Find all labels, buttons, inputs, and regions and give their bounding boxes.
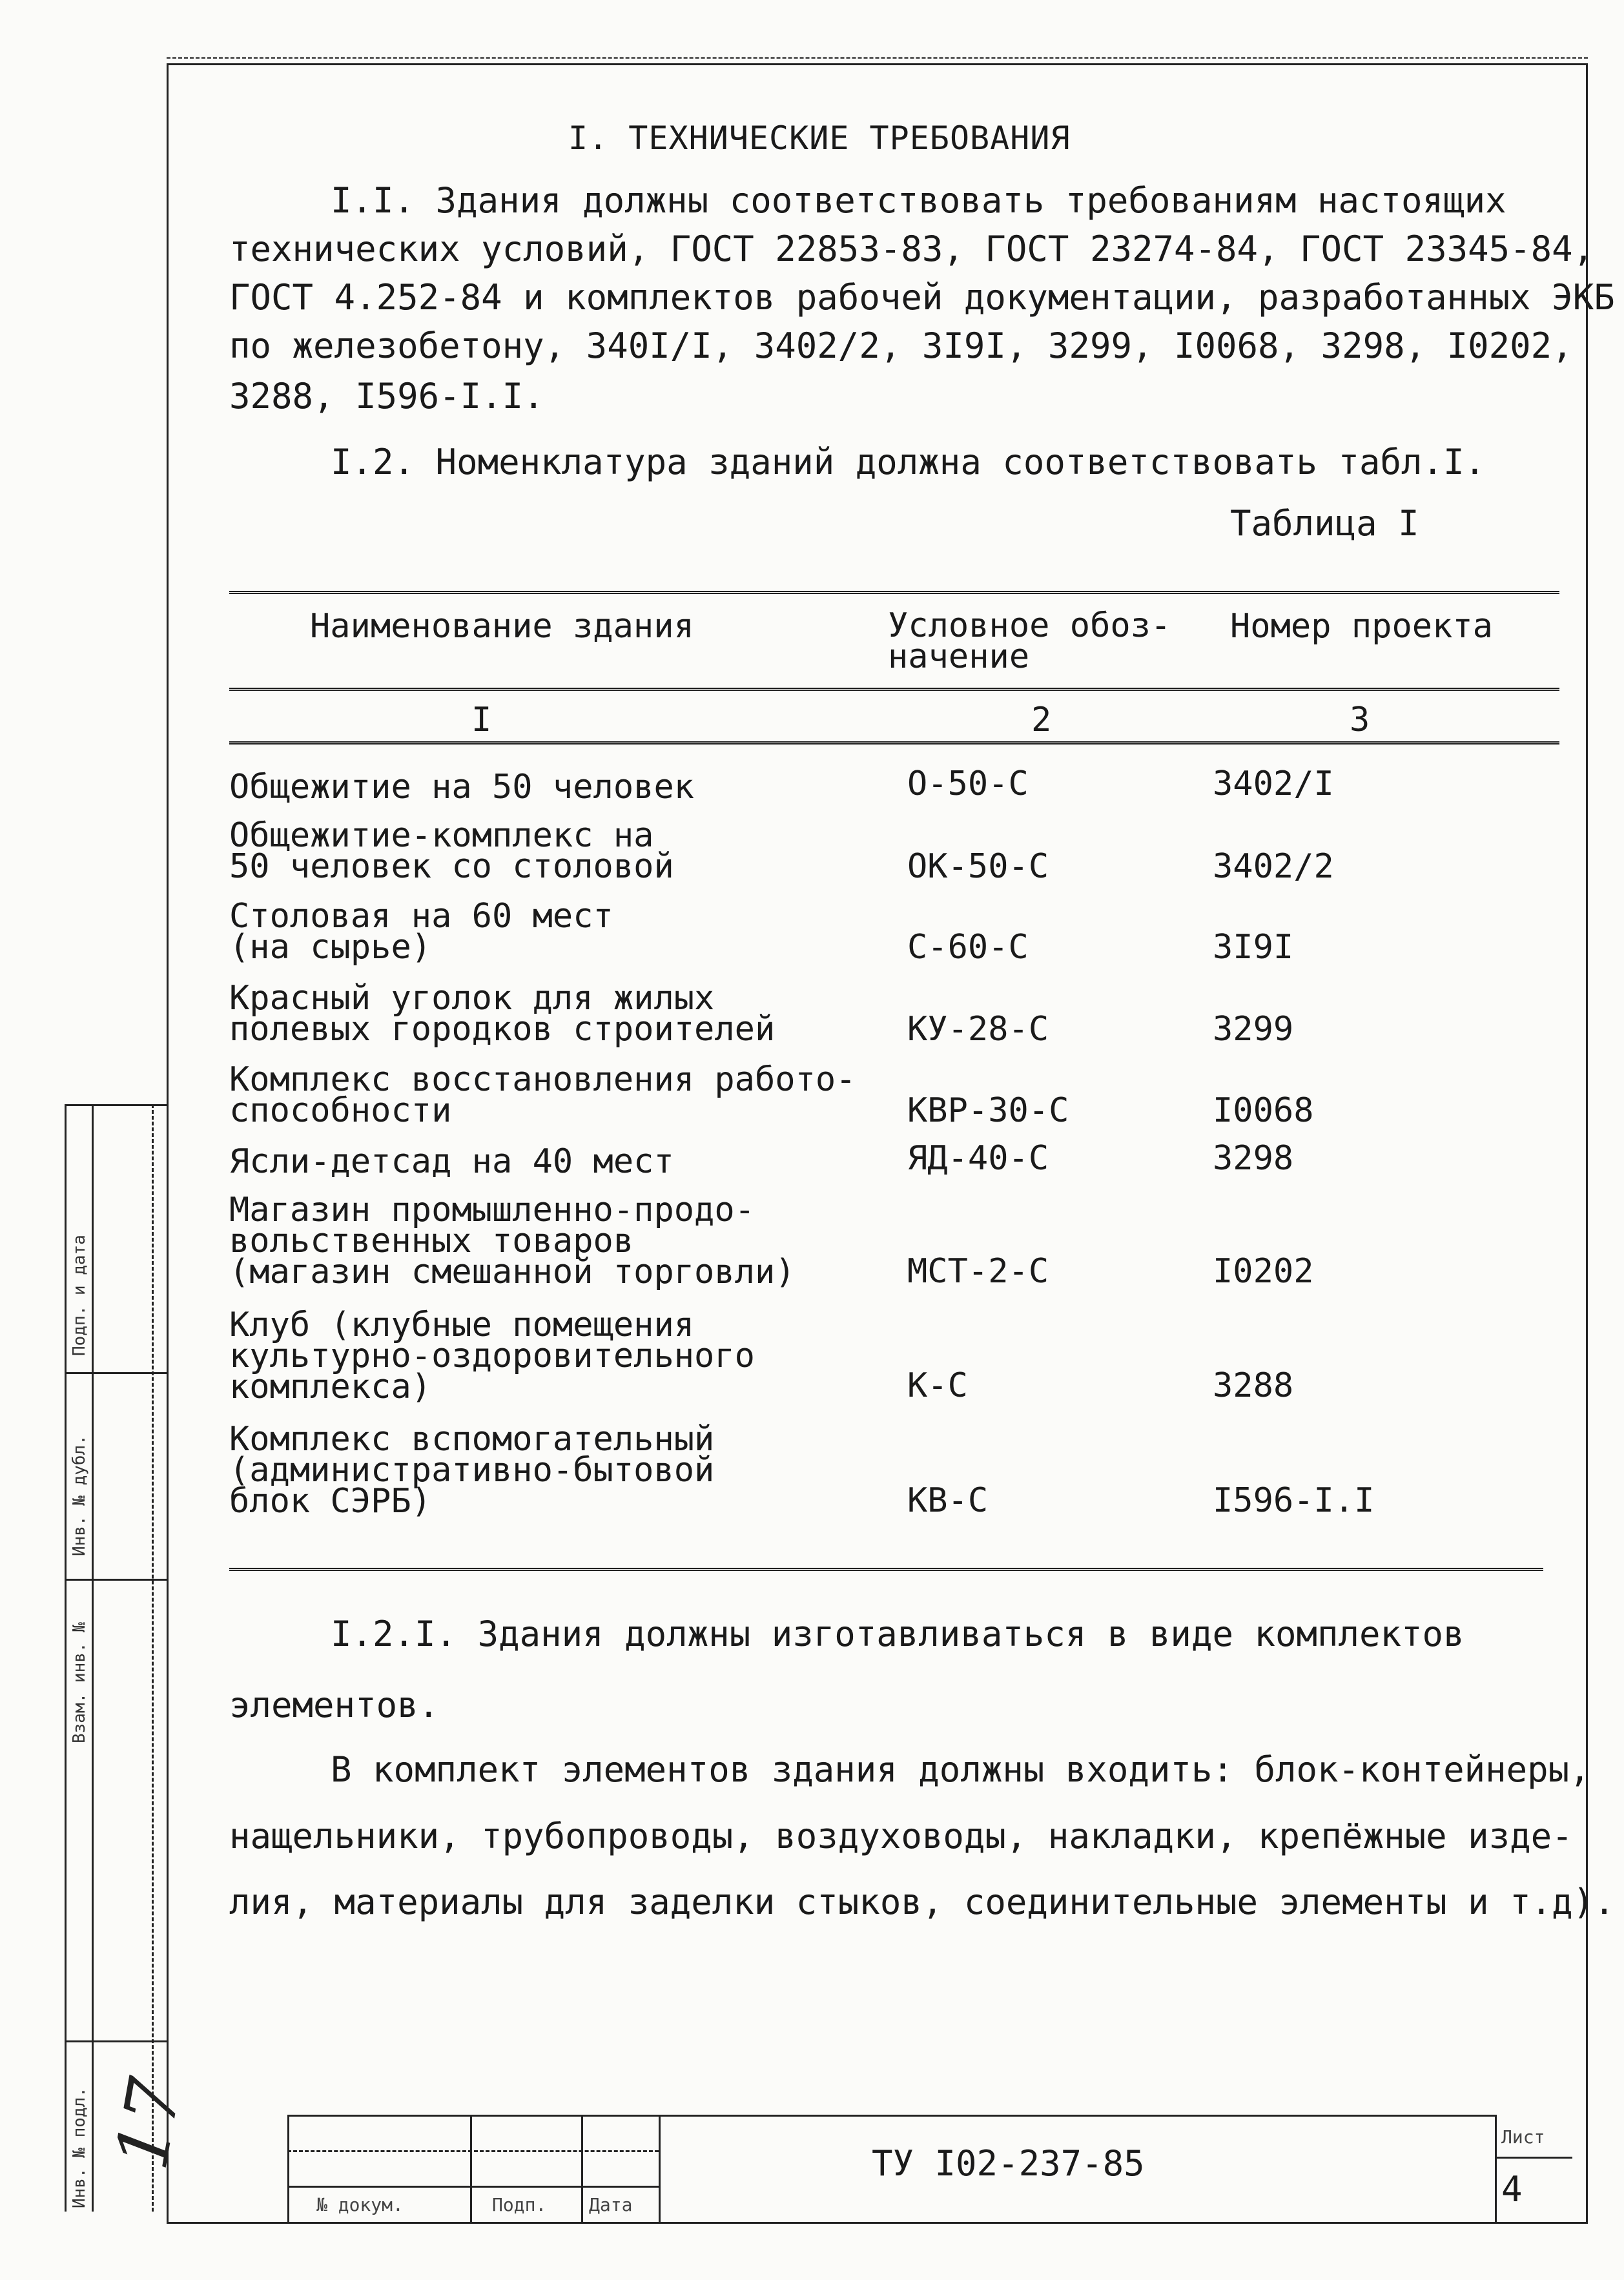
stamp-top-line bbox=[287, 2115, 1495, 2117]
table-row-1-name: Общежитие на 50 человек bbox=[229, 768, 695, 806]
table-row-7-project: I0202 bbox=[1213, 1252, 1314, 1291]
top-dashed-border bbox=[167, 57, 1588, 59]
p1-line-5: 3288, I596-I.I. bbox=[229, 376, 544, 416]
table-caption: Таблица I bbox=[1230, 503, 1419, 544]
stamp-sheet-divider bbox=[1495, 2157, 1572, 2159]
side-strip-divider-2 bbox=[65, 1372, 167, 1374]
header-project: Номер проекта bbox=[1230, 607, 1493, 646]
stamp-vline-1 bbox=[287, 2115, 289, 2223]
stamp-col-date: Дата bbox=[589, 2194, 633, 2215]
p2: I.2. Номенклатура зданий должна соответствовать табл.I. bbox=[331, 442, 1486, 482]
table-row-8-project: 3288 bbox=[1213, 1366, 1294, 1405]
table-row-4-project: 3299 bbox=[1213, 1010, 1294, 1049]
col-number-3: 3 bbox=[1350, 701, 1370, 739]
side-strip-divider-4 bbox=[65, 2040, 167, 2042]
table-row-3-name: Столовая на 60 мест (на сырье) bbox=[229, 897, 613, 967]
table-row-8-code: К-С bbox=[907, 1366, 968, 1405]
side-strip-divider-3 bbox=[65, 1579, 167, 1581]
section-title: I. ТЕХНИЧЕСКИЕ ТРЕБОВАНИЯ bbox=[568, 119, 1071, 157]
stamp-vline-2 bbox=[470, 2115, 472, 2223]
stamp-col-sign: Подп. bbox=[492, 2194, 547, 2215]
p4-line-2: нащельники, трубопроводы, воздуховоды, накладки, крепёжные изде- bbox=[229, 1816, 1573, 1856]
table-row-2-name: Общежитие-комплекс на 50 человек со столовой bbox=[229, 816, 674, 886]
table-row-3-code: С-60-С bbox=[907, 928, 1029, 967]
table-row-7-code: МСТ-2-С bbox=[907, 1252, 1049, 1291]
header-rule bbox=[229, 688, 1559, 691]
col-number-rule bbox=[229, 741, 1559, 745]
side-strip-divider-1 bbox=[65, 1104, 167, 1106]
side-strip-line-1 bbox=[65, 1104, 67, 2212]
stamp-vline-4 bbox=[659, 2115, 661, 2223]
side-label-vzam: Взам. инв. № bbox=[70, 1622, 89, 1743]
side-label-inv-orig: Инв. № подл. bbox=[70, 2087, 89, 2208]
table-row-1-project: 3402/I bbox=[1213, 765, 1334, 803]
table-row-6-code: ЯД-40-С bbox=[907, 1139, 1049, 1178]
table-row-9-project: I596-I.I bbox=[1213, 1481, 1375, 1520]
handwritten-mark: 17 bbox=[99, 2071, 198, 2176]
table-row-2-project: 3402/2 bbox=[1213, 847, 1334, 886]
stamp-col-doc: № докум. bbox=[316, 2194, 404, 2215]
stamp-doc-code: ТУ I02-237-85 bbox=[872, 2143, 1145, 2184]
stamp-row-line-1 bbox=[287, 2150, 659, 2152]
p3-line-2: элементов. bbox=[229, 1685, 440, 1725]
p4-line-1: В комплект элементов здания должны входить: блок-контейнеры, bbox=[331, 1749, 1590, 1790]
table-row-3-project: 3I9I bbox=[1213, 928, 1294, 967]
table-row-6-project: 3298 bbox=[1213, 1139, 1294, 1178]
side-label-sign-date: Подп. и дата bbox=[70, 1235, 89, 1356]
p1-line-1: I.I. Здания должны соответствовать требованиям настоящих bbox=[331, 180, 1506, 221]
table-row-2-code: ОК-50-С bbox=[907, 847, 1049, 886]
stamp-sheet-number: 4 bbox=[1501, 2169, 1523, 2210]
stamp-sheet-label: Лист bbox=[1501, 2126, 1545, 2148]
side-strip-line-3 bbox=[152, 1104, 154, 2212]
p1-line-3: ГОСТ 4.252-84 и комплектов рабочей документации, разработанных ЭКБ bbox=[229, 277, 1615, 318]
table-row-9-name: Комплекс вспомогательный (административно-бытовой блок СЭРБ) bbox=[229, 1420, 715, 1521]
table-top-rule bbox=[229, 591, 1559, 594]
stamp-vline-5 bbox=[1495, 2115, 1497, 2223]
table-row-5-code: КВР-30-С bbox=[907, 1091, 1069, 1130]
table-row-5-project: I0068 bbox=[1213, 1091, 1314, 1130]
table-row-8-name: Клуб (клубные помещения культурно-оздоровительного комплекса) bbox=[229, 1306, 755, 1406]
stamp-vline-3 bbox=[581, 2115, 583, 2223]
p4-line-3: лия, материалы для заделки стыков, соединительные элементы и т.д). bbox=[229, 1882, 1615, 1922]
table-bottom-rule bbox=[229, 1568, 1543, 1571]
stamp-row-line-2 bbox=[287, 2186, 659, 2188]
header-name: Наименование здания bbox=[310, 607, 694, 646]
p3-line-1: I.2.I. Здания должны изготавливаться в виде комплектов bbox=[331, 1614, 1465, 1654]
table-row-1-code: О-50-С bbox=[907, 765, 1029, 803]
col-number-2: 2 bbox=[1031, 701, 1052, 739]
table-row-4-code: КУ-28-С bbox=[907, 1010, 1049, 1049]
header-code: Условное обоз- начение bbox=[888, 606, 1171, 676]
p1-line-4: по железобетону, 340I/I, 3402/2, 3I9I, 3299, I0068, 3298, I0202, bbox=[229, 325, 1573, 366]
p1-line-2: технических условий, ГОСТ 22853-83, ГОСТ 23274-84, ГОСТ 23345-84, bbox=[229, 229, 1594, 269]
table-row-9-code: КВ-С bbox=[907, 1481, 989, 1520]
col-number-1: I bbox=[471, 701, 492, 739]
table-row-6-name: Ясли-детсад на 40 мест bbox=[229, 1142, 674, 1181]
table-row-5-name: Комплекс восстановления работо- способности bbox=[229, 1060, 856, 1130]
side-strip-line-2 bbox=[92, 1104, 94, 2212]
table-row-7-name: Магазин промышленно-продо- вольственных товаров (магазин смешанной торговли) bbox=[229, 1191, 796, 1291]
table-row-4-name: Красный уголок для жилых полевых городков строителей bbox=[229, 979, 776, 1049]
side-label-inv-dupl: Инв. № дубл. bbox=[70, 1435, 89, 1556]
